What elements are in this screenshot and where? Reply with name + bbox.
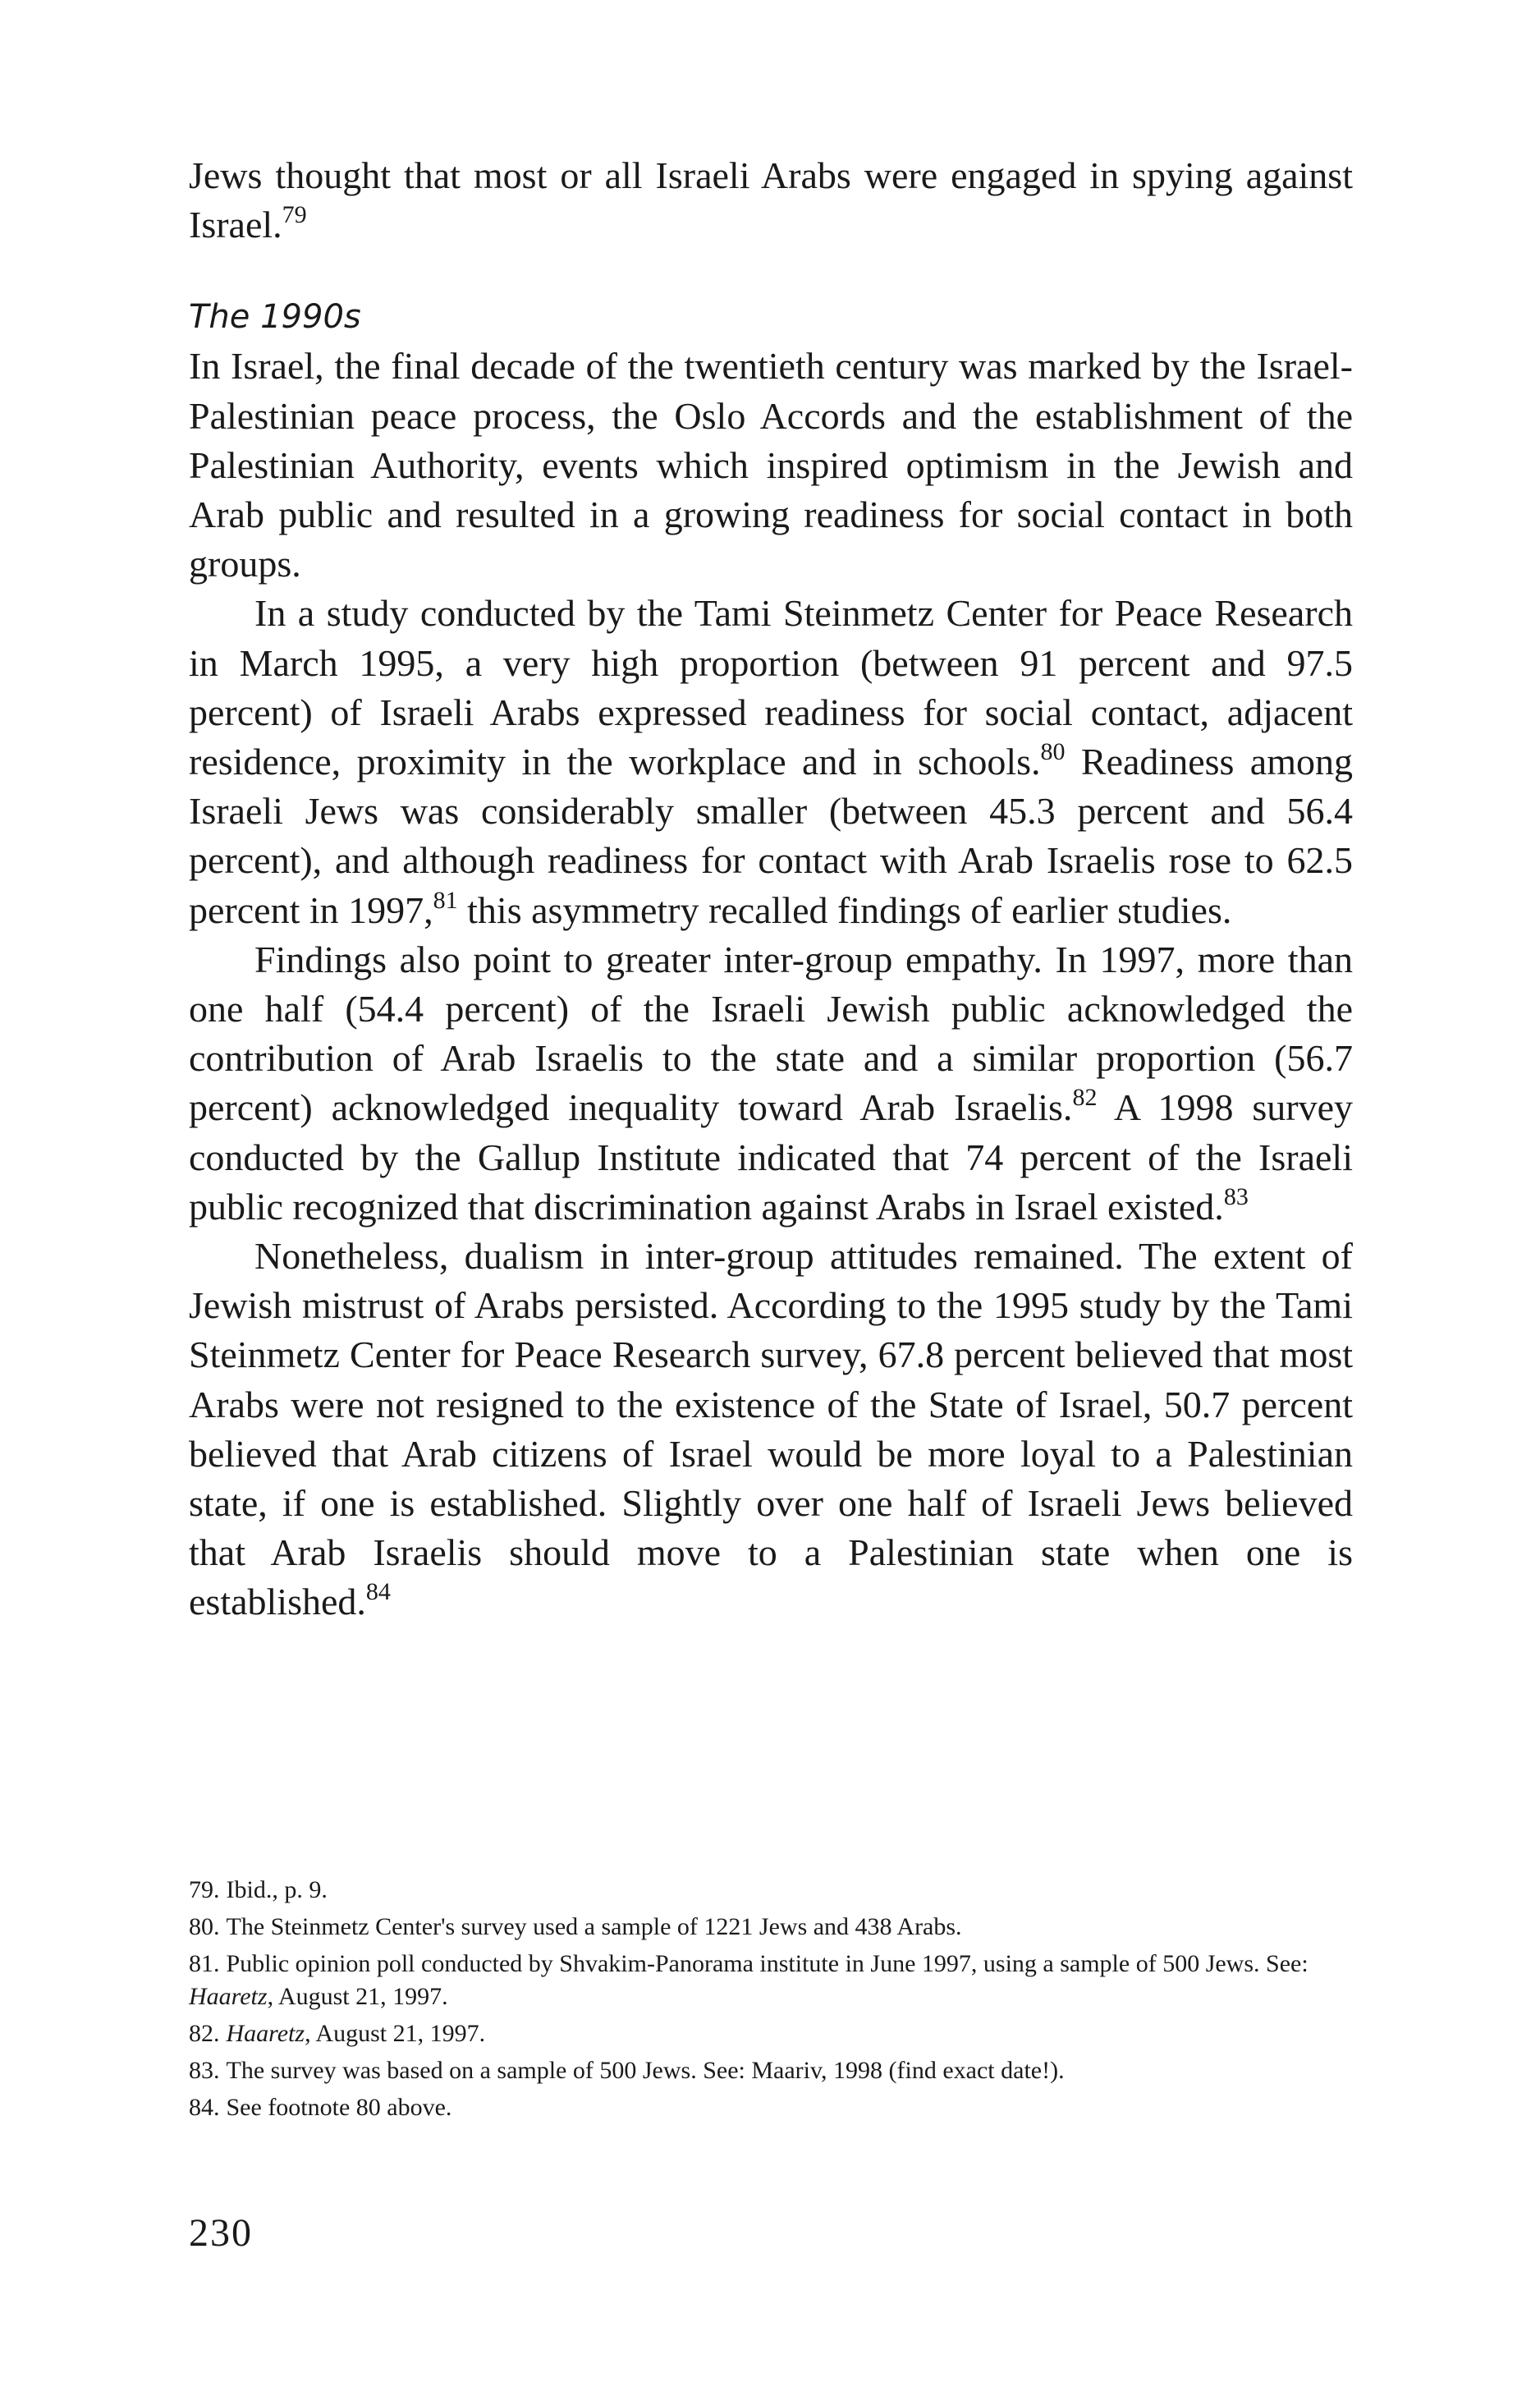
footnote-text: The Steinmetz Center's survey used a sample of 1221 Jews and 438 Arabs. bbox=[226, 1913, 962, 1940]
paragraph bbox=[189, 342, 1353, 589]
footnote bbox=[189, 2017, 1353, 2050]
footnote bbox=[189, 1948, 1353, 2013]
paragraph-text: Nonetheless, dualism in inter-group attitudes remained. The extent of Jewish mistrust of Arabs persisted. According to the 1995 study by the Tami Steinmetz Center for Peace Research survey, 67.8 percent believed that most Arabs were not resigned to the existence of the State of Israel, 50.7 percent believed that Arab citizens of Israel would be more loyal to a Palestinian state, if one is established. Slightly over one half of Israeli Jews believed that Arab Israelis should move to a Palestinian state when one is established. bbox=[189, 1235, 1353, 1623]
footnote bbox=[189, 2054, 1353, 2087]
footnote-ref: 79 bbox=[282, 201, 307, 229]
page-number: 230 bbox=[189, 2211, 253, 2255]
footnote bbox=[189, 2091, 1353, 2124]
footnote-text: The survey was based on a sample of 500 Jews. See: Maariv, 1998 (find exact date!). bbox=[226, 2057, 1065, 2084]
footnote-number: 79. bbox=[189, 1876, 220, 1903]
footnote-source: Haaretz bbox=[189, 1983, 268, 2010]
footnote-ref: 81 bbox=[433, 886, 458, 914]
footnotes bbox=[189, 1874, 1353, 2128]
footnote bbox=[189, 1874, 1353, 1907]
footnote-text: See footnote 80 above. bbox=[226, 2094, 452, 2121]
paragraph bbox=[189, 1232, 1353, 1627]
footnote-number: 82. bbox=[189, 2020, 220, 2047]
footnote bbox=[189, 1911, 1353, 1944]
paragraph-continued bbox=[189, 151, 1353, 250]
main-text bbox=[189, 151, 1353, 1627]
section-heading: The 1990s bbox=[189, 298, 361, 337]
paragraph-text: this asymmetry recalled findings of earlier studies. bbox=[457, 888, 1232, 931]
paragraph-text: Findings also point to greater inter-group empathy. In 1997, more than one half (54.4 percent) of the Israeli Jewish public acknowledged the contribution of Arab Israelis to the state and a similar proportion (56.7 percent) acknowledged inequality toward Arab Israelis. bbox=[189, 938, 1353, 1129]
paragraph-text: In Israel, the final decade of the twentieth century was marked by the Israel-Palestinian peace process, the Oslo Accords and the establishment of the Palestinian Authority, events which inspired optimism in the Jewish and Arab public and resulted in a growing readiness for social contact in both groups. bbox=[189, 345, 1353, 585]
paragraph-text: Readiness among Israeli Jews was considerably smaller (between 45.3 percent and 56.4 percent), and although readiness for contact with Arab Israelis rose to 62.5 percent in 1997, bbox=[189, 741, 1353, 931]
footnote-text: Ibid., p. 9. bbox=[226, 1876, 328, 1903]
paragraph-text: A 1998 survey conducted by the Gallup Institute indicated that 74 percent of the Israeli public recognized that discrimination against Arabs in Israel existed. bbox=[189, 1086, 1354, 1228]
footnote-number: 83. bbox=[189, 2057, 220, 2084]
paragraph-text: Jews thought that most or all Israeli Arabs were engaged in spying against Israel. bbox=[189, 154, 1353, 246]
footnote-text: Public opinion poll conducted by Shvakim-Panorama institute in June 1997, using a sample of 500 Jews. See: bbox=[226, 1950, 1309, 1977]
footnote-ref: 80 bbox=[1040, 738, 1066, 766]
paragraph bbox=[189, 589, 1353, 934]
paragraph-text: In a study conducted by the Tami Steinmetz Center for Peace Research in March 1995, a very high proportion (between 91 percent and 97.5 percent) of Israeli Arabs expressed readiness for social contact, adjacent residence, proximity in the workplace and in schools. bbox=[189, 592, 1353, 783]
footnote-number: 84. bbox=[189, 2094, 220, 2121]
footnote-source: Haaretz bbox=[226, 2020, 305, 2047]
footnote-text: , August 21, 1997. bbox=[305, 2020, 486, 2047]
paragraph bbox=[189, 935, 1353, 1232]
footnote-ref: 83 bbox=[1223, 1182, 1249, 1210]
footnote-number: 81. bbox=[189, 1950, 220, 1977]
footnote-text: , August 21, 1997. bbox=[267, 1983, 448, 2010]
footnote-ref: 84 bbox=[365, 1578, 391, 1606]
footnote-ref: 82 bbox=[1072, 1084, 1098, 1112]
footnote-number: 80. bbox=[189, 1913, 220, 1940]
